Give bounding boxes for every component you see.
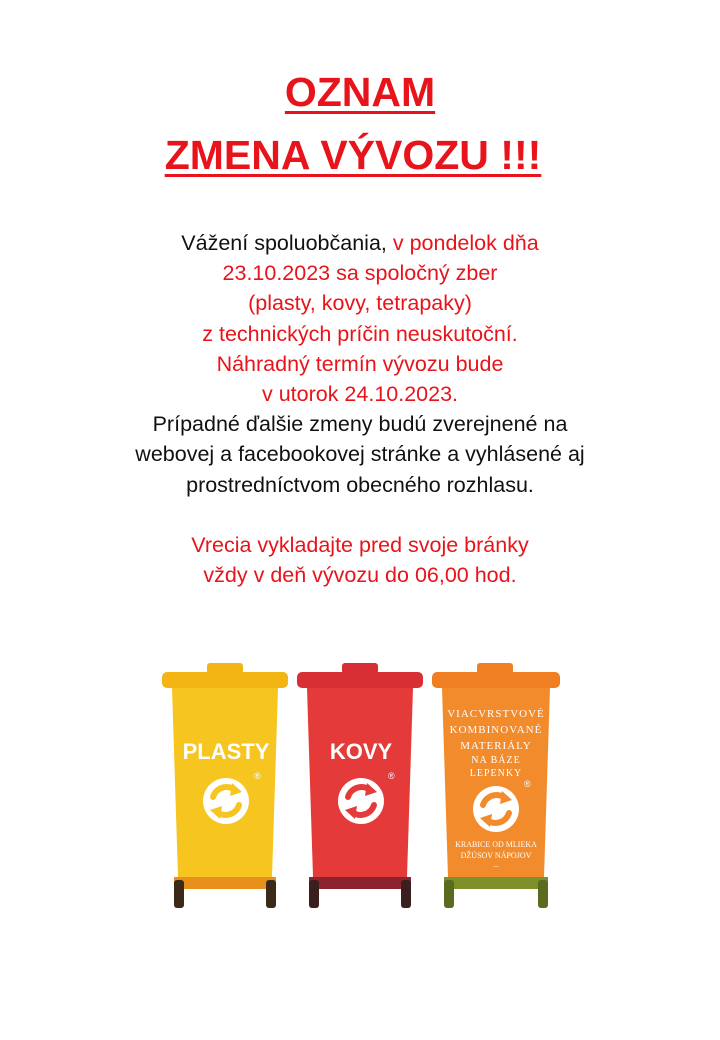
text-line-3: (plasty, kovy, tetrapaky)	[248, 291, 472, 316]
kovy-recycle-icon	[338, 778, 384, 824]
tetrapak-bin-handle	[477, 663, 513, 674]
text-line-6: v utorok 24.10.2023.	[261, 382, 459, 407]
tetrapak-label-line3: MATERIÁLY	[460, 740, 532, 752]
title-oznam: OZNAM	[284, 69, 436, 115]
tetrapak-bin-base	[444, 877, 548, 889]
plasty-bin-base	[174, 877, 276, 889]
tetrapak-label-line4: NA BÁZE	[471, 755, 521, 766]
plasty-bin-wheel-left	[174, 880, 184, 908]
plasty-bin-label: PLASTY	[182, 739, 270, 764]
tetrapak-registered-mark: ®	[524, 779, 531, 789]
tetrapak-label-line5: LEPENKY	[469, 768, 523, 779]
text-line-7: Prípadné ďalšie zmeny budú zverejnené na	[152, 412, 568, 437]
plasty-bin-handle	[207, 663, 243, 674]
kovy-bin-lid	[297, 672, 423, 688]
tetrapak-bottom-line1: KRABICE OD MLIEKA	[455, 840, 537, 849]
bins-svg	[0, 655, 720, 915]
text-line-2: 23.10.2023 sa spoločný zber	[222, 261, 498, 286]
plasty-bin	[162, 663, 288, 908]
title-zmena-vyvozu: ZMENA VÝVOZU !!!	[164, 132, 542, 178]
text-line-1	[0, 228, 720, 258]
announcement-text	[0, 228, 720, 590]
tetrapak-bin-wheel-right	[538, 880, 548, 908]
tetrapak-label-line2: KOMBINOVANÉ	[449, 724, 543, 736]
tetrapak-bin-lid	[432, 672, 560, 688]
tetrapak-bottom-line2: DŽÚSOV NÁPOJOV	[460, 851, 532, 860]
plasty-bin-wheel-right	[266, 880, 276, 908]
waste-bins-illustration	[0, 655, 720, 915]
tetrapak-bottom-line3: ...	[493, 860, 499, 869]
kovy-registered-mark: ®	[388, 771, 395, 781]
tetrapak-bin	[432, 663, 560, 908]
kovy-bin-handle	[342, 663, 378, 674]
text-line-10: Vrecia vykladajte pred svoje bránky	[191, 532, 529, 557]
tetrapak-bin-wheel-left	[444, 880, 454, 908]
text-greeting: Vážení spoluobčania,	[181, 231, 393, 255]
kovy-bin-wheel-left	[309, 880, 319, 908]
text-line-4: z technických príčin neuskutoční.	[202, 321, 518, 346]
plasty-recycle-icon	[203, 778, 249, 824]
plasty-bin-lid	[162, 672, 288, 688]
kovy-bin-base	[309, 877, 411, 889]
tetrapak-label-line1: VIACVRSTVOVÉ	[447, 708, 545, 720]
text-line-11: vždy v deň vývozu do 06,00 hod.	[203, 563, 517, 588]
tetrapak-recycle-icon	[473, 786, 519, 832]
spacer	[0, 500, 720, 530]
kovy-bin-wheel-right	[401, 880, 411, 908]
kovy-bin	[297, 663, 423, 908]
text-date-intro: v pondelok dňa	[392, 231, 539, 255]
text-line-8: webovej a facebookovej stránke a vyhlásené aj	[135, 442, 585, 467]
text-line-9: prostredníctvom obecného rozhlasu.	[186, 472, 534, 497]
plasty-registered-mark: ®	[254, 771, 261, 781]
kovy-bin-label: KOVY	[329, 739, 393, 764]
text-line-5: Náhradný termín vývozu bude	[216, 351, 504, 376]
